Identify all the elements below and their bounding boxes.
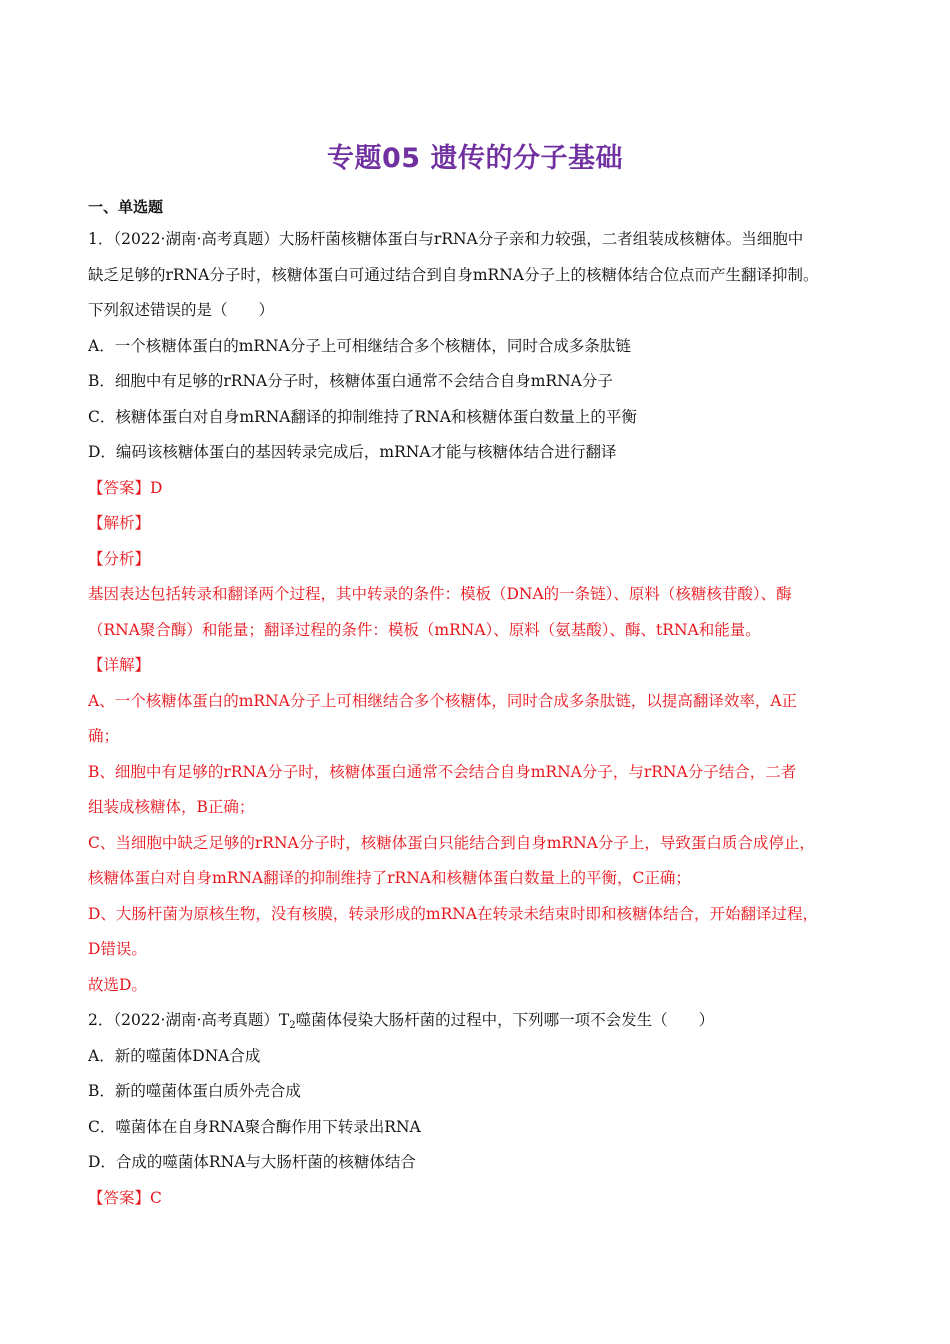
question-2-option-a: A．新的噬菌体DNA合成: [88, 1046, 261, 1065]
question-1-detail-label: 【详解】: [88, 656, 151, 674]
question-1-explanation-label: 【解析】: [88, 514, 151, 532]
question-1-analysis-line: （RNA聚合酶）和能量；翻译过程的条件：模板（mRNA）、原料（氨基酸）、酶、tRNA和能量。: [88, 620, 761, 639]
question-2-option-c: C．噬菌体在自身RNA聚合酶作用下转录出RNA: [88, 1117, 421, 1136]
question-2-option-d: D．合成的噬菌体RNA与大肠杆菌的核糖体结合: [88, 1153, 416, 1171]
question-1-analysis-label: 【分析】: [88, 549, 151, 568]
question-1-option-b: B．细胞中有足够的rRNA分子时，核糖体蛋白通常不会结合自身mRNA分子: [88, 372, 613, 390]
question-1-option-d: D．编码该核糖体蛋白的基因转录完成后，mRNA才能与核糖体结合进行翻译: [88, 443, 617, 461]
question-2-answer: 【答案】C: [88, 1188, 162, 1207]
question-1-detail-a: A、一个核糖体蛋白的mRNA分子上可相继结合多个核糖体，同时合成多条肽链，以提高翻译效率，A正: [88, 691, 798, 710]
question-1-analysis-line: 基因表达包括转录和翻译两个过程，其中转录的条件：模板（DNA的一条链）、原料（核糖核苷酸）、酶: [88, 585, 792, 603]
question-1-answer: 【答案】D: [88, 478, 163, 497]
question-1-detail-c: C、当细胞中缺乏足够的rRNA分子时，核糖体蛋白只能结合到自身mRNA分子上，导致蛋白质合成停止，: [88, 833, 815, 852]
question-2-stem-suffix: 噬菌体侵染大肠杆菌的过程中，下列哪一项不会发生（ ）: [295, 1011, 715, 1029]
question-1-stem-line: 缺乏足够的rRNA分子时，核糖体蛋白可通过结合到自身mRNA分子上的核糖体结合位点而产生翻译抑制。: [88, 265, 819, 284]
question-2-subscript: 2: [289, 1020, 296, 1031]
question-1-stem-line: 下列叙述错误的是（ ）: [88, 301, 275, 319]
question-1-detail-b: B、细胞中有足够的rRNA分子时，核糖体蛋白通常不会结合自身mRNA分子，与rRNA分子结合，二者: [88, 762, 797, 781]
section-heading: 一、单选题: [88, 198, 164, 216]
question-2-option-b: B．新的噬菌体蛋白质外壳合成: [88, 1082, 301, 1100]
question-1-detail-a-cont: 确；: [88, 727, 120, 745]
question-1-stem-line: 1．（2022·湖南·高考真题）大肠杆菌核糖体蛋白与rRNA分子亲和力较强，二者组装成核糖体。当细胞中: [88, 230, 804, 248]
question-1-detail-d-cont: D错误。: [88, 940, 147, 958]
document-body: [88, 226, 868, 1220]
question-1-option-a: A．一个核糖体蛋白的mRNA分子上可相继结合多个核糖体，同时合成多条肽链: [88, 336, 631, 355]
question-2-stem: [88, 1007, 868, 1043]
question-1-detail-c-cont: 核糖体蛋白对自身mRNA翻译的抑制维持了rRNA和核糖体蛋白数量上的平衡，C正确；: [88, 869, 691, 887]
question-1-conclusion: 故选D。: [88, 975, 147, 994]
page-title: 专题05 遗传的分子基础: [327, 143, 623, 174]
question-1-option-c: C．核糖体蛋白对自身mRNA翻译的抑制维持了RNA和核糖体蛋白数量上的平衡: [88, 407, 637, 426]
question-1-detail-d: D、大肠杆菌为原核生物，没有核膜，转录形成的mRNA在转录未结束时即和核糖体结合，开始翻译过程，: [88, 904, 819, 923]
question-2-stem-prefix: 2．（2022·湖南·高考真题）T: [88, 1011, 290, 1029]
question-1-detail-b-cont: 组装成核糖体，B正确；: [88, 798, 255, 816]
